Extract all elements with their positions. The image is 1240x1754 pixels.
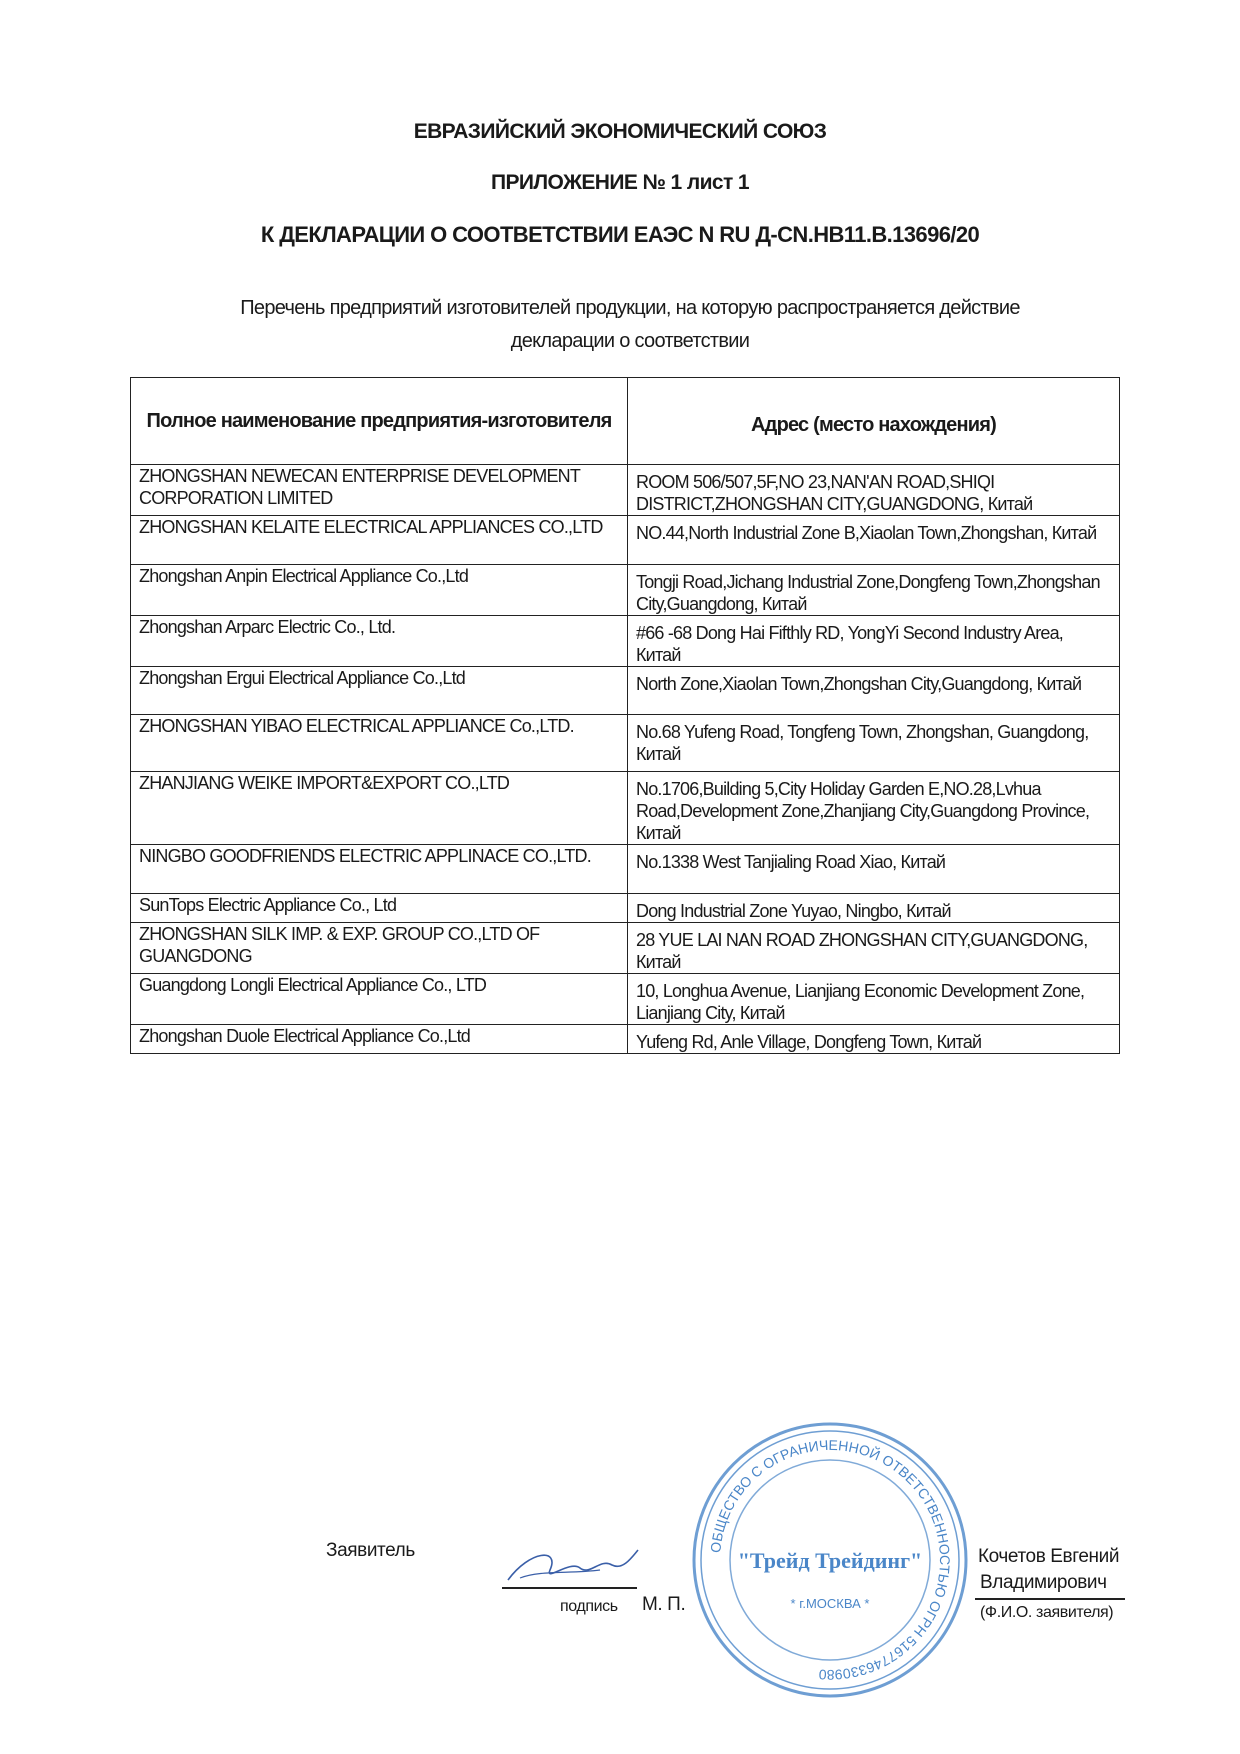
table-row — [131, 465, 1120, 516]
manufacturer-address: Dong Industrial Zone Yuyao, Ningbo, Китай — [628, 894, 1120, 923]
table-row — [131, 667, 1120, 715]
seal-city: * г.МОСКВА * — [790, 1596, 870, 1611]
intro-line-2: декларации о соответствии — [510, 330, 750, 352]
manufacturer-address: 10, Longhua Avenue, Lianjiang Economic Development Zone, Lianjiang City, Китай — [628, 974, 1120, 1025]
table-row — [131, 616, 1120, 667]
applicant-name-line-2: Владимирович — [980, 1572, 1107, 1593]
declaration-number-title: К ДЕКЛАРАЦИИ О СООТВЕТСТВИИ ЕАЭС N RU Д-CN.НВ11.В.13696/20 — [260, 222, 980, 247]
signature-caption: подпись — [560, 1598, 618, 1615]
company-seal — [690, 1420, 970, 1700]
table-row — [131, 715, 1120, 772]
manufacturer-address: No.1338 West Tanjialing Road Xiao, Китай — [628, 845, 1120, 894]
manufacturer-name: ZHONGSHAN YIBAO ELECTRICAL APPLIANCE Co.,LTD. — [131, 715, 628, 772]
manufacturer-name: NINGBO GOODFRIENDS ELECTRIC APPLINACE CO.,LTD. — [131, 845, 628, 894]
manufacturer-name: Guangdong Longli Electrical Appliance Co., LTD — [131, 974, 628, 1025]
table-row — [131, 516, 1120, 565]
seal-company-name: "Трейд Трейдинг" — [737, 1548, 923, 1573]
table-row — [131, 845, 1120, 894]
manufacturer-name: Zhongshan Ergui Electrical Appliance Co.,Ltd — [131, 667, 628, 715]
manufacturer-address: #66 -68 Dong Hai Fifthly RD, YongYi Second Industry Area, Китай — [628, 616, 1120, 667]
table-row — [131, 923, 1120, 974]
applicant-name-line-1: Кочетов Евгений — [978, 1546, 1120, 1567]
manufacturer-name: Zhongshan Duole Electrical Appliance Co.,Ltd — [131, 1025, 628, 1054]
name-caption: (Ф.И.О. заявителя) — [980, 1604, 1114, 1621]
column-header-name: Полное наименование предприятия-изготовителя — [131, 378, 628, 465]
appendix-title: ПРИЛОЖЕНИЕ № 1 лист 1 — [491, 171, 749, 194]
applicant-label: Заявитель — [326, 1540, 415, 1561]
manufacturer-name: ZHONGSHAN NEWECAN ENTERPRISE DEVELOPMENT CORPORATION LIMITED — [131, 465, 628, 516]
handwritten-signature — [500, 1540, 640, 1588]
manufacturer-address: No.68 Yufeng Road, Tongfeng Town, Zhongshan, Guangdong, Китай — [628, 715, 1120, 772]
manufacturer-name: Zhongshan Arparc Electric Co., Ltd. — [131, 616, 628, 667]
manufacturer-address: Tongji Road,Jichang Industrial Zone,Dongfeng Town,Zhongshan City,Guangdong, Китай — [628, 565, 1120, 616]
table-row — [131, 974, 1120, 1025]
manufacturer-name: Zhongshan Anpin Electrical Appliance Co.,Ltd — [131, 565, 628, 616]
manufacturer-name: ZHONGSHAN SILK IMP. & EXP. GROUP CO.,LTD OF GUANGDONG — [131, 923, 628, 974]
table-row — [131, 772, 1120, 845]
manufacturer-address: NO.44,North Industrial Zone B,Xiaolan Town,Zhongshan, Китай — [628, 516, 1120, 565]
union-title: ЕВРАЗИЙСКИЙ ЭКОНОМИЧЕСКИЙ СОЮЗ — [413, 120, 827, 143]
seal-caption: М. П. — [642, 1594, 686, 1615]
manufacturer-name: ZHONGSHAN KELAITE ELECTRICAL APPLIANCES CO.,LTD — [131, 516, 628, 565]
table-header-row — [131, 378, 1120, 465]
seal-outer-text: ОБЩЕСТВО С ОГРАНИЧЕННОЙ ОТВЕТСТВЕННОСТЬЮ ОГРН 5167746330980 — [707, 1436, 954, 1684]
intro-line-1: Перечень предприятий изготовителей продукции, на которую распространяется действие — [240, 297, 1020, 319]
manufacturer-name: ZHANJIANG WEIKE IMPORT&EXPORT CO.,LTD — [131, 772, 628, 845]
name-line — [975, 1598, 1125, 1600]
manufacturer-address: 28 YUE LAI NAN ROAD ZHONGSHAN CITY,GUANGDONG, Китай — [628, 923, 1120, 974]
manufacturers-table — [130, 377, 1120, 1054]
manufacturer-address: North Zone,Xiaolan Town,Zhongshan City,Guangdong, Китай — [628, 667, 1120, 715]
intro-text — [150, 292, 1110, 358]
table-row — [131, 565, 1120, 616]
manufacturer-address: No.1706,Building 5,City Holiday Garden E,NO.28,Lvhua Road,Development Zone,Zhanjiang City,Guangdong Province, Китай — [628, 772, 1120, 845]
table-row — [131, 1025, 1120, 1054]
manufacturer-address: ROOM 506/507,5F,NO 23,NAN'AN ROAD,SHIQI DISTRICT,ZHONGSHAN CITY,GUANGDONG, Китай — [628, 465, 1120, 516]
table-row — [131, 894, 1120, 923]
column-header-address: Адрес (место нахождения) — [628, 378, 1120, 465]
manufacturer-address: Yufeng Rd, Anle Village, Dongfeng Town, Китай — [628, 1025, 1120, 1054]
manufacturer-name: SunTops Electric Appliance Co., Ltd — [131, 894, 628, 923]
